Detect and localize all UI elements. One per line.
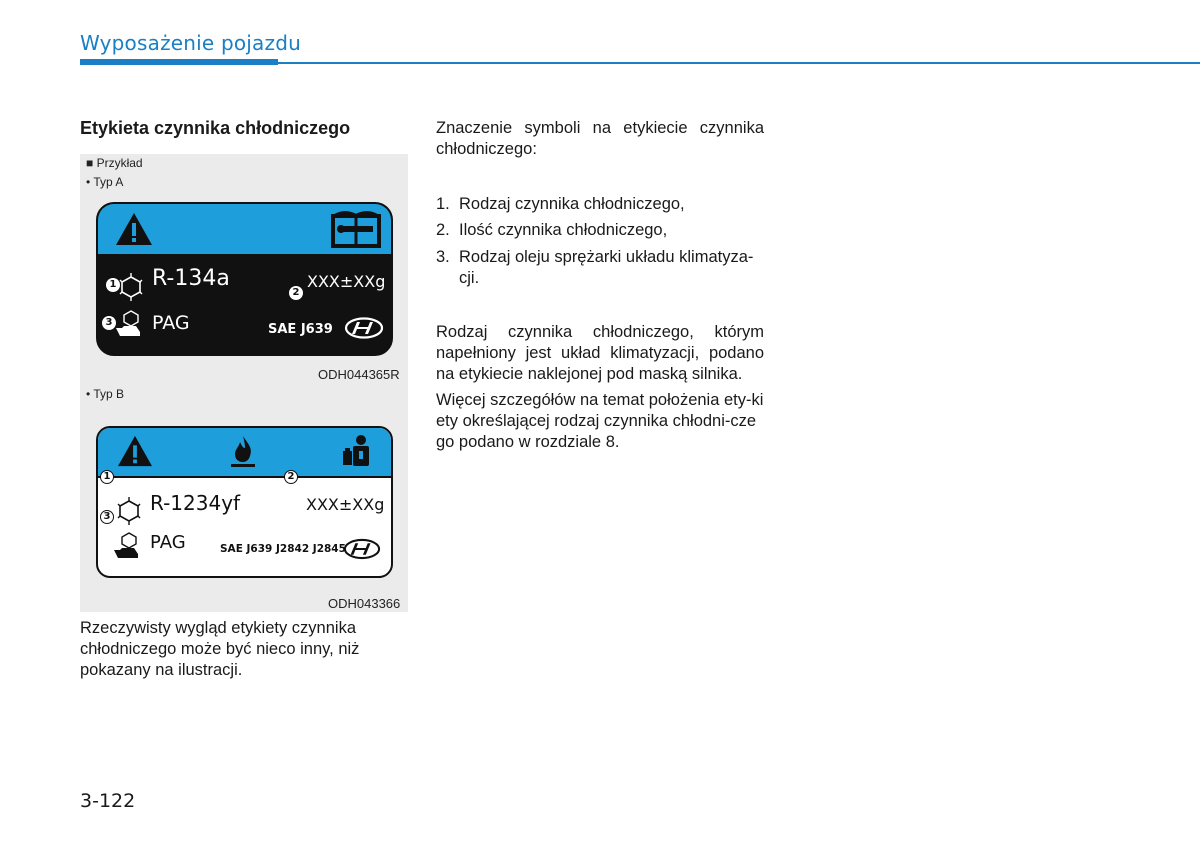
amount-type-b: XXX±XXg bbox=[306, 495, 385, 514]
paragraph-more-details: Więcej szczegółów na temat położenia ety-kiety określającej rodzaj czynnika chłodni-czego podano w rozdziale 8. bbox=[436, 391, 764, 451]
example-label: ■ Przykład bbox=[86, 156, 143, 170]
header-title: Wyposażenie pojazdu bbox=[80, 31, 301, 55]
type-a-label: • Typ A bbox=[86, 175, 124, 189]
figure-caption: Rzeczywisty wygląd etykiety czynnika chłodniczego może być nieco inny, niż pokazany na ilustracji. bbox=[80, 619, 360, 679]
list-text: Rodzaj oleju sprężarki układu klimatyza-cji. bbox=[459, 248, 754, 287]
intro-paragraph: Znaczenie symboli na etykiecie czynnika chłodniczego: bbox=[436, 119, 764, 158]
warning-icon bbox=[116, 434, 154, 468]
figure-box bbox=[80, 154, 408, 612]
header-rule-thick bbox=[80, 59, 278, 65]
list-text: Rodzaj czynnika chłodniczego, bbox=[459, 195, 685, 213]
standard-type-b: SAE J639 J2842 J2845 bbox=[220, 543, 346, 555]
type-b-label: • Typ B bbox=[86, 387, 124, 401]
refrigerant-type-b: R-1234yf bbox=[150, 491, 241, 515]
paragraph-refrigerant-location: Rodzaj czynnika chłodniczego, którym napełniony jest układ klimatyzacji, podano na etykiecie naklejonej pod maską silnika. bbox=[436, 323, 764, 383]
refrigerant-icon bbox=[116, 272, 146, 302]
marker-2: 2 bbox=[289, 286, 303, 300]
label-b-header bbox=[98, 428, 391, 478]
amount-type-a: XXX±XXg bbox=[307, 272, 386, 291]
warning-icon bbox=[114, 211, 154, 247]
oil-type-b: PAG bbox=[150, 532, 186, 553]
list-number: 3. bbox=[436, 248, 450, 266]
page-number: 3-122 bbox=[80, 790, 136, 812]
refrigerant-icon bbox=[114, 496, 144, 526]
list-text: Ilość czynnika chłodniczego, bbox=[459, 221, 668, 239]
oil-can-icon bbox=[112, 530, 142, 560]
marker-3: 3 bbox=[100, 510, 114, 524]
flammable-icon bbox=[228, 434, 258, 468]
section-title: Etykieta czynnika chłodniczego bbox=[80, 118, 351, 138]
marker-1: 1 bbox=[106, 278, 120, 292]
marker-1: 1 bbox=[100, 470, 114, 484]
list-number: 2. bbox=[436, 221, 450, 239]
label-a-header bbox=[98, 204, 391, 254]
oil-type-a: PAG bbox=[152, 312, 190, 334]
marker-2: 2 bbox=[284, 470, 298, 484]
technician-icon bbox=[339, 433, 375, 469]
hyundai-logo-icon bbox=[344, 317, 384, 339]
list-number: 1. bbox=[436, 195, 450, 213]
oil-can-icon bbox=[114, 308, 144, 338]
refrigerant-label-type-b bbox=[96, 426, 393, 578]
refrigerant-label-type-a bbox=[96, 202, 393, 356]
header-rule-thin bbox=[278, 62, 1200, 64]
marker-3: 3 bbox=[102, 316, 116, 330]
refrigerant-type-a: R-134a bbox=[152, 266, 230, 291]
figure-code-b: ODH043366 bbox=[328, 596, 401, 611]
manual-icon bbox=[331, 210, 381, 248]
hyundai-logo-icon bbox=[343, 538, 381, 560]
figure-code-a: ODH044365R bbox=[318, 367, 400, 382]
standard-type-a: SAE J639 bbox=[268, 322, 333, 337]
